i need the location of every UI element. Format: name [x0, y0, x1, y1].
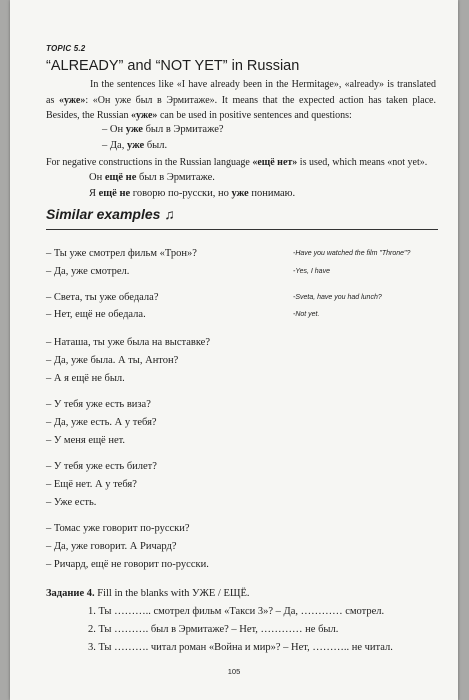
example-line: – Да, уже была. А ты, Антон?	[46, 355, 179, 366]
example-translation: -Yes, I have	[293, 268, 330, 275]
negative-example-2: Я ещё не говорю по-русски, но уже понимаю.	[89, 188, 296, 199]
example-line: – Света, ты уже обедала?	[46, 292, 159, 303]
example-line: – Томас уже говорит по-русски?	[46, 523, 190, 534]
example-line: – Да, уже говорит. А Ричард?	[46, 541, 177, 552]
dialog-line-1: – Он уже был в Эрмитаже?	[102, 124, 224, 135]
example-line: – Наташа, ты уже была на выставке?	[46, 337, 210, 348]
example-line: – У тебя уже есть виза?	[46, 399, 151, 410]
example-line: – Ты уже смотрел фильм «Трон»?	[46, 248, 197, 259]
example-line: – У меня ещё нет.	[46, 435, 126, 446]
example-translation: -Not yet.	[293, 311, 320, 318]
page-number: 105	[227, 667, 241, 676]
example-line: – У тебя уже есть билет?	[46, 461, 157, 472]
example-line: – Да, уже есть. А у тебя?	[46, 417, 157, 428]
example-line: – Ричард, ещё не говорит по-русски.	[46, 559, 209, 570]
example-translation: -Have you watched the film "Throne"?	[293, 250, 411, 257]
example-line: – Уже есть.	[46, 497, 97, 508]
task-instruction: Задание 4. Fill in the blanks with УЖЕ / ЕЩЁ.	[46, 588, 250, 599]
heading-divider	[46, 229, 438, 230]
task-item: 3. Ты ………. читал роман «Война и мир»? – Нет, ……….. не читал.	[88, 642, 393, 653]
book-page	[10, 0, 458, 700]
task-item: 2. Ты ………. был в Эрмитаже? – Нет, ………… не был.	[88, 624, 339, 635]
topic-label: TOPIC 5.2	[46, 44, 86, 53]
negative-paragraph: For negative constructions in the Russian language «ещё нет» is used, which means «not yet».	[46, 157, 428, 168]
music-note-icon[interactable]: ♫	[164, 206, 175, 222]
intro-paragraph: In the sentences like «I have already been in the Hermitage», «already» is translated as «уже»: «Он уже был в Эрмитаже». It means that the expected action has taken place. Besides, the Russian «уже» can be used in positive sentences and questions:	[46, 79, 436, 121]
example-line: – Нет, ещё не обедала.	[46, 309, 146, 320]
page-title: “ALREADY” and “NOT YET” in Russian	[46, 58, 300, 74]
example-line: – Да, уже смотрел.	[46, 266, 130, 277]
similar-examples-heading: Similar examples ♫	[46, 206, 175, 222]
dialog-line-2: – Да, уже был.	[102, 140, 168, 151]
example-line: – А я ещё не был.	[46, 373, 125, 384]
negative-example-1: Он ещё не был в Эрмитаже.	[89, 172, 215, 183]
example-line: – Ещё нет. А у тебя?	[46, 479, 137, 490]
task-item: 1. Ты ……….. смотрел фильм «Такси 3»? – Да, ………… смотрел.	[88, 606, 385, 617]
example-translation: -Sveta, have you had lunch?	[293, 294, 382, 301]
